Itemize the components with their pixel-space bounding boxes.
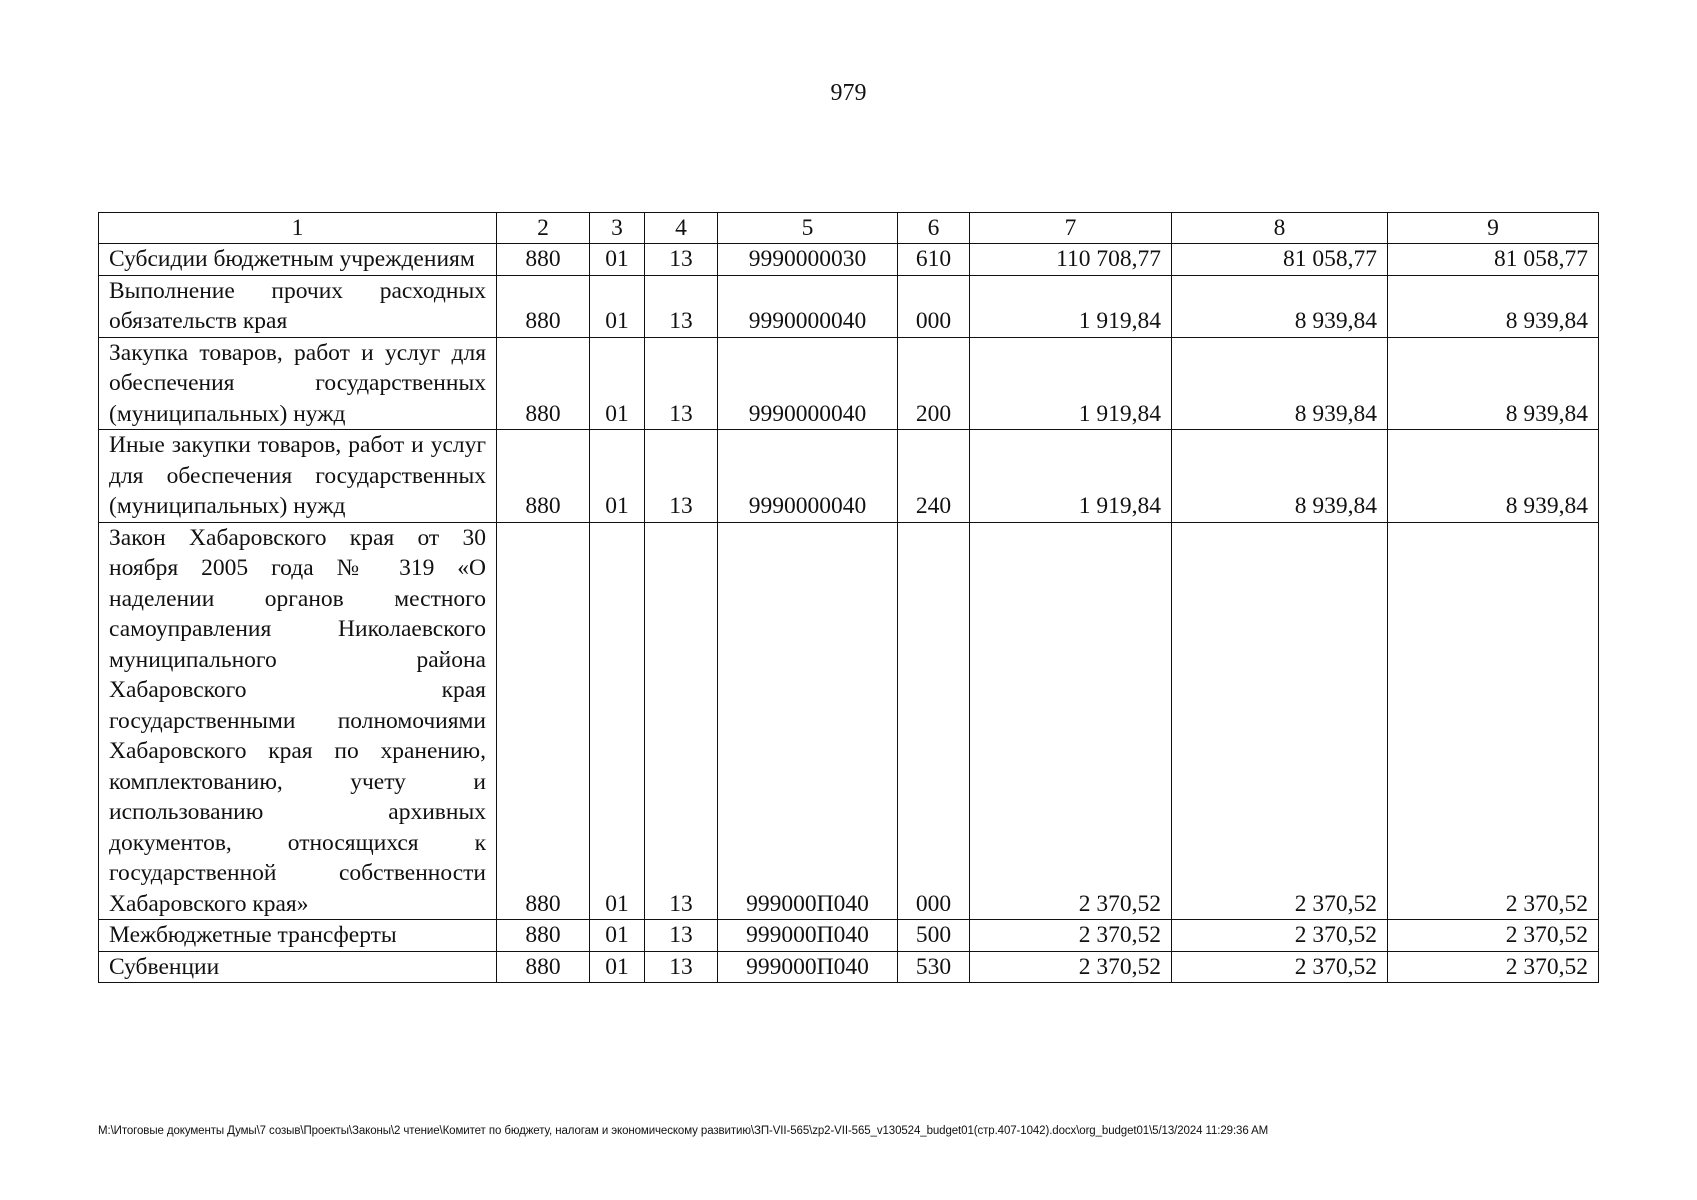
- subsection-code: 13: [645, 522, 718, 920]
- target-article-code: 9990000030: [718, 244, 898, 276]
- expense-type-code: 500: [898, 920, 970, 952]
- section-code: 01: [590, 522, 645, 920]
- expense-type-code: 530: [898, 951, 970, 983]
- amount-col-9: 2 370,52: [1388, 522, 1599, 920]
- table-row: [99, 522, 1599, 920]
- ministry-code: 880: [497, 920, 590, 952]
- amount-col-9: 8 939,84: [1388, 275, 1599, 337]
- column-header: 7: [970, 213, 1172, 244]
- target-article-code: 9990000040: [718, 275, 898, 337]
- amount-col-7: 2 370,52: [970, 920, 1172, 952]
- amount-col-9: 2 370,52: [1388, 920, 1599, 952]
- amount-col-8: 8 939,84: [1172, 275, 1388, 337]
- amount-col-8: 81 058,77: [1172, 244, 1388, 276]
- amount-col-8: 8 939,84: [1172, 430, 1388, 523]
- table-row: [99, 430, 1599, 523]
- amount-col-8: 2 370,52: [1172, 951, 1388, 983]
- table-row: [99, 337, 1599, 430]
- expense-type-code: 200: [898, 337, 970, 430]
- amount-col-7: 1 919,84: [970, 275, 1172, 337]
- amount-col-9: 2 370,52: [1388, 951, 1599, 983]
- expense-type-code: 240: [898, 430, 970, 523]
- page-number: 979: [830, 80, 867, 106]
- table-row: [99, 244, 1599, 276]
- amount-col-7: 1 919,84: [970, 337, 1172, 430]
- section-code: 01: [590, 951, 645, 983]
- amount-col-7: 2 370,52: [970, 522, 1172, 920]
- amount-col-7: 110 708,77: [970, 244, 1172, 276]
- section-code: 01: [590, 275, 645, 337]
- ministry-code: 880: [497, 275, 590, 337]
- amount-col-9: 81 058,77: [1388, 244, 1599, 276]
- amount-col-8: 8 939,84: [1172, 337, 1388, 430]
- table-row: [99, 920, 1599, 952]
- subsection-code: 13: [645, 275, 718, 337]
- amount-col-9: 8 939,84: [1388, 337, 1599, 430]
- subsection-code: 13: [645, 337, 718, 430]
- subsection-code: 13: [645, 430, 718, 523]
- column-header: 3: [590, 213, 645, 244]
- column-header: 8: [1172, 213, 1388, 244]
- ministry-code: 880: [497, 337, 590, 430]
- expense-name: Субвенции: [99, 951, 497, 983]
- column-header: 2: [497, 213, 590, 244]
- expense-name: Закон Хабаровского края от 30 ноября 2005 года № 319 «О наделении органов местного самоуправления Николаевского муниципального района Хабаровского края государственными полномочиями Хабаровского края по хранению, комплектованию, учету и использованию архивных документов, относящихся к государственной собственности Хабаровского края»: [99, 522, 497, 920]
- expense-name: Закупка товаров, работ и услуг для обеспечения государственных (муниципальных) нужд: [99, 337, 497, 430]
- expense-name: Межбюджетные трансферты: [99, 920, 497, 952]
- target-article-code: 999000П040: [718, 522, 898, 920]
- target-article-code: 9990000040: [718, 337, 898, 430]
- table-header-row: [99, 213, 1599, 244]
- expense-type-code: 610: [898, 244, 970, 276]
- section-code: 01: [590, 920, 645, 952]
- expense-type-code: 000: [898, 522, 970, 920]
- subsection-code: 13: [645, 951, 718, 983]
- section-code: 01: [590, 244, 645, 276]
- ministry-code: 880: [497, 951, 590, 983]
- ministry-code: 880: [497, 244, 590, 276]
- target-article-code: 9990000040: [718, 430, 898, 523]
- column-header: 6: [898, 213, 970, 244]
- amount-col-8: 2 370,52: [1172, 522, 1388, 920]
- expense-type-code: 000: [898, 275, 970, 337]
- subsection-code: 13: [645, 920, 718, 952]
- amount-col-7: 1 919,84: [970, 430, 1172, 523]
- expense-name: Субсидии бюджетным учреждениям: [99, 244, 497, 276]
- column-header: 5: [718, 213, 898, 244]
- section-code: 01: [590, 430, 645, 523]
- column-header: 9: [1388, 213, 1599, 244]
- subsection-code: 13: [645, 244, 718, 276]
- ministry-code: 880: [497, 430, 590, 523]
- table-row: [99, 951, 1599, 983]
- section-code: 01: [590, 337, 645, 430]
- expense-name: Иные закупки товаров, работ и услуг для обеспечения государственных (муниципальных) нужд: [99, 430, 497, 523]
- budget-table: [98, 212, 1599, 983]
- column-header: 1: [99, 213, 497, 244]
- ministry-code: 880: [497, 522, 590, 920]
- column-header: 4: [645, 213, 718, 244]
- target-article-code: 999000П040: [718, 920, 898, 952]
- table-row: [99, 275, 1599, 337]
- amount-col-7: 2 370,52: [970, 951, 1172, 983]
- expense-name: Выполнение прочих расходных обязательств края: [99, 275, 497, 337]
- amount-col-8: 2 370,52: [1172, 920, 1388, 952]
- amount-col-9: 8 939,84: [1388, 430, 1599, 523]
- target-article-code: 999000П040: [718, 951, 898, 983]
- document-file-path-footer: M:\Итоговые документы Думы\7 созыв\Проекты\Законы\2 чтение\Комитет по бюджету, налогам и экономическому развитию\ЗП-VII-565\zp2-VII-565_v130524_budget01(стр.407-1042).docx\org_budget01\5/13/2024 11:29:36 AM: [98, 1125, 1269, 1137]
